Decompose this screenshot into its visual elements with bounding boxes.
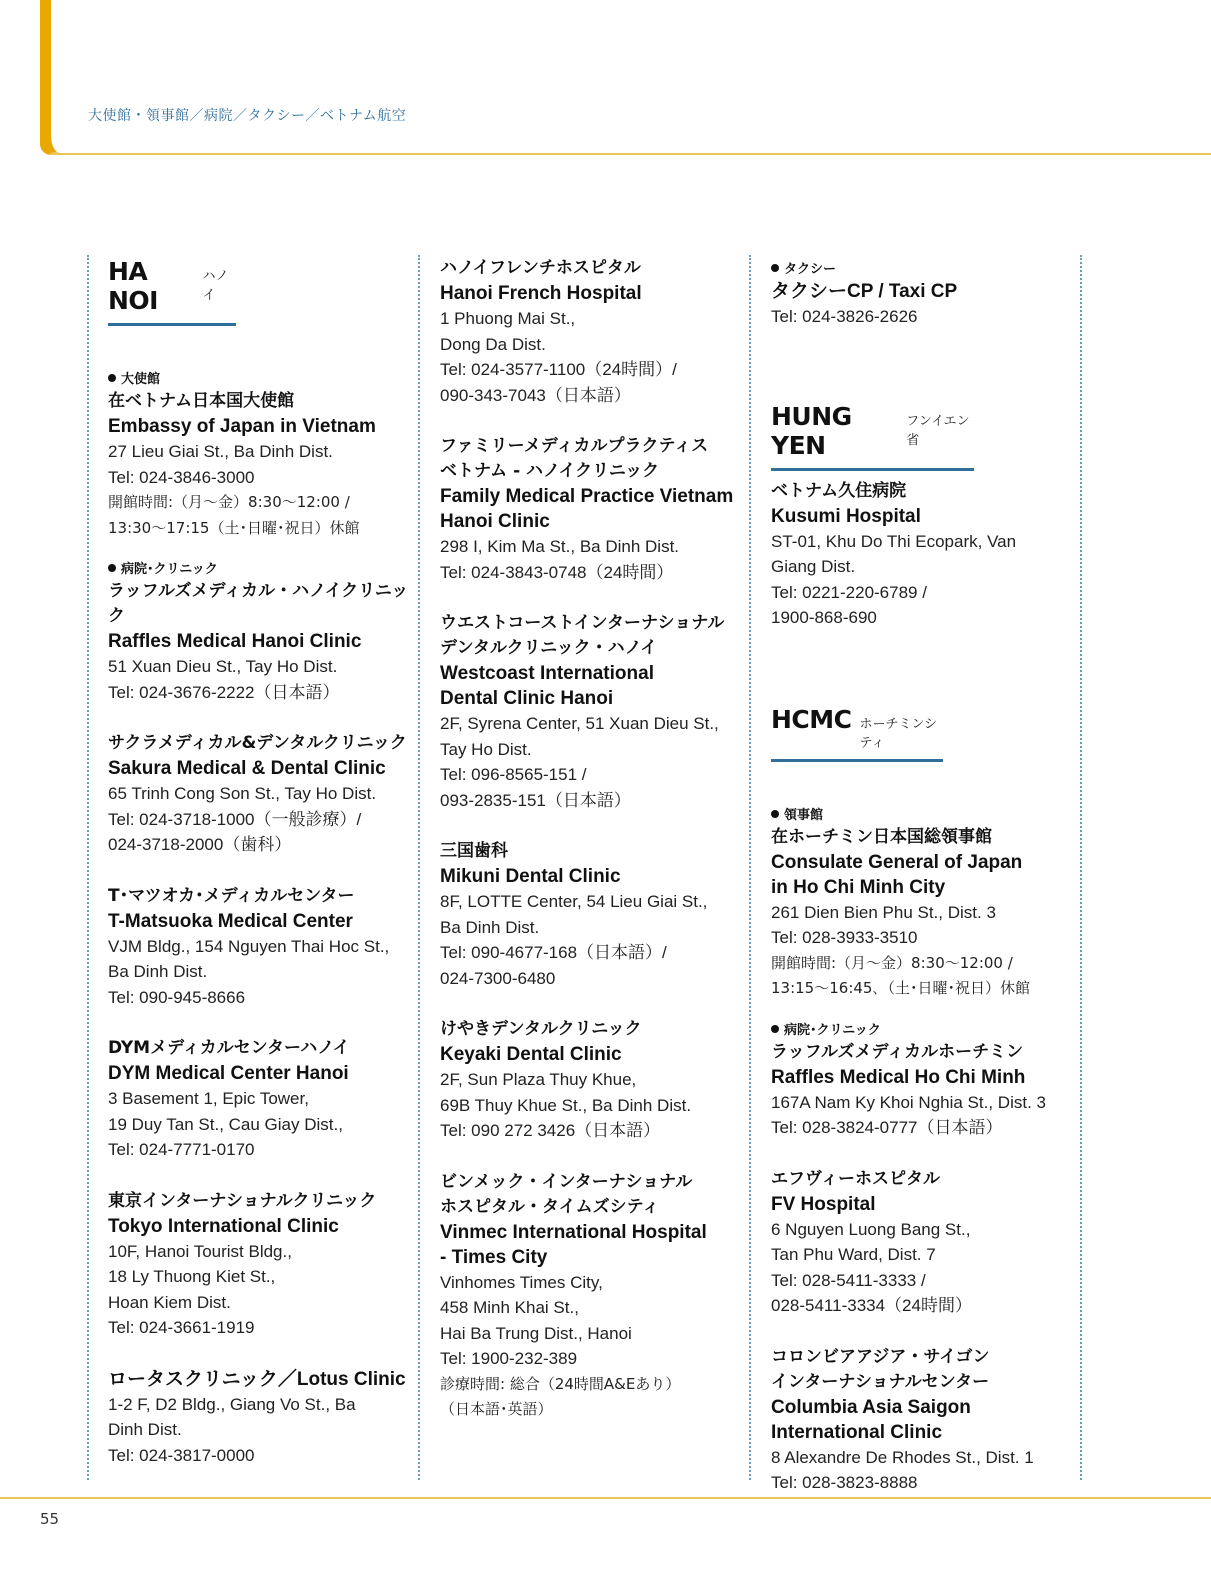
entry-tel: Tel: 024-3676-2222（日本語） (108, 682, 340, 702)
entry-address: VJM Bldg., 154 Nguyen Thai Hoc St., (108, 936, 390, 956)
entry-address: Tay Ho Dist. (440, 739, 532, 759)
entry-tel: Tel: 090-4677-168（日本語）/ (440, 943, 667, 962)
entry-hours: 診療時間: 総合（24時間A&Eあり） (440, 1374, 681, 1393)
column-divider (749, 255, 751, 1480)
entry-name-en: FV Hospital (771, 1193, 876, 1215)
entry-address: 298 I, Kim Ma St., Ba Dinh Dist. (440, 537, 680, 556)
category-embassy: 大使館 (108, 368, 413, 387)
entry-tel: Tel: 024-7771-0170 (108, 1140, 255, 1159)
entry-address: Hai Ba Trung Dist., Hanoi (440, 1323, 632, 1343)
entry-vinmec (440, 1170, 745, 1423)
region-heading-hungyen (771, 402, 974, 471)
entry-kusumi (771, 479, 1071, 631)
entry-name-ja: ベトナム久住病院 (771, 480, 907, 501)
entry-address: Ba Dinh Dist. (440, 917, 540, 937)
entry-embassy-japan (108, 389, 413, 541)
entry-hours: （日本語･英語） (440, 1400, 553, 1418)
entry-tel: Tel: 096-8565-151 / (440, 765, 587, 784)
entry-taxi-cp (771, 279, 1071, 330)
entry-tel: Tel: 024-3817-0000 (108, 1445, 255, 1465)
entry-name-ja: ラッフルズメディカルホーチミン (771, 1041, 1024, 1062)
entry-address: 10F, Hanoi Tourist Bldg., (108, 1241, 292, 1261)
entry-tel: 024-3718-2000（歯科） (108, 835, 292, 854)
entry-name-ja: 東京インターナショナルクリニック (108, 1190, 377, 1211)
entry-name-en: Embassy of Japan in Vietnam (108, 416, 376, 437)
entry-name-en: Raffles Medical Ho Chi Minh (771, 1066, 1026, 1088)
bullet-icon (771, 1025, 779, 1033)
column-divider (1080, 255, 1082, 1480)
category-clinic: 病院･クリニック (108, 558, 413, 577)
entry-name-en: Kusumi Hospital (771, 505, 921, 527)
entry-address: Ba Dinh Dist. (108, 962, 208, 981)
region-title-en: HCMC (771, 704, 852, 734)
entry-dym (108, 1036, 413, 1163)
column-divider (418, 255, 420, 1480)
entry-name-ja: ベトナム - ハノイクリニック (440, 461, 660, 481)
entry-name-ja: ラッフルズメディカル・ハノイクリニック (108, 581, 409, 626)
entry-mikuni (440, 839, 745, 991)
entry-name: タクシーCP / Taxi CP (771, 281, 958, 302)
entry-address: ST-01, Khu Do Thi Ecopark, Van (771, 531, 1017, 551)
breadcrumb: 大使館・領事館／病院／タクシー／ベトナム航空 (88, 108, 407, 124)
entry-address: 51 Xuan Dieu St., Tay Ho Dist. (108, 657, 338, 676)
entry-tel: Tel: 090 272 3426（日本語） (440, 1121, 661, 1140)
entry-address: 3 Basement 1, Epic Tower, (108, 1089, 309, 1108)
entry-name-ja: ホスピタル・タイムズシティ (440, 1196, 660, 1217)
bullet-icon (108, 374, 116, 382)
entry-address: 261 Dien Bien Phu St., Dist. 3 (771, 902, 996, 922)
entry-tokyo-international (108, 1189, 413, 1341)
entry-lotus (108, 1367, 413, 1469)
entry-address: 1-2 F, D2 Bldg., Giang Vo St., Ba (108, 1394, 356, 1414)
entry-name-ja: けやきデンタルクリニック (440, 1019, 642, 1039)
entry-raffles-hanoi (108, 579, 413, 705)
entry-name-en: Family Medical Practice Vietnam (440, 486, 734, 507)
header-rule (50, 153, 1211, 155)
entry-tel: Tel: 024-3661-1919 (108, 1318, 255, 1337)
region-title-ja: ハノイ (202, 269, 229, 303)
bullet-icon (108, 564, 116, 572)
entry-address: Giang Dist. (771, 557, 856, 576)
entry-name-ja: コロンビアアジア・サイゴン (771, 1346, 990, 1367)
entry-name-en: Sakura Medical & Dental Clinic (108, 758, 386, 779)
entry-address: Tan Phu Ward, Dist. 7 (771, 1245, 936, 1264)
entry-address: 8F, LOTTE Center, 54 Lieu Giai St., (440, 892, 708, 911)
entry-consulate-hcmc (771, 825, 1071, 1002)
bullet-icon (771, 264, 779, 272)
entry-address: Hoan Kiem Dist. (108, 1292, 231, 1312)
entry-name-en: Consulate General of Japan (771, 851, 1023, 873)
entry-address: 69B Thuy Khue St., Ba Dinh Dist. (440, 1095, 692, 1115)
entry-name-en: - Times City (440, 1246, 548, 1268)
entry-name-en: Hanoi Clinic (440, 511, 550, 532)
entry-tel: Tel: 024-3577-1100（24時間）/ (440, 360, 677, 379)
entry-name-en: Tokyo International Clinic (108, 1215, 339, 1237)
entry-address: 6 Nguyen Luong Bang St., (771, 1219, 971, 1239)
entry-raffles-hcmc (771, 1040, 1071, 1141)
entry-address: 65 Trinh Cong Son St., Tay Ho Dist. (108, 784, 377, 803)
column-taxi-hungyen-hcmc (771, 255, 1071, 1496)
entry-tel: Tel: 028-5411-3333 / (771, 1270, 926, 1290)
column-divider (87, 255, 89, 1480)
entry-tel: Tel: 024-3843-0748（24時間） (440, 562, 674, 582)
entry-name-ja: インターナショナルセンター (771, 1371, 990, 1392)
entry-tel: 093-2835-151（日本語） (440, 790, 631, 810)
entry-hours: 13:15〜16:45､（土･日曜･祝日）休館 (771, 979, 1030, 997)
entry-address: 27 Lieu Giai St., Ba Dinh Dist. (108, 442, 333, 461)
entry-name: ロータスクリニック／Lotus Clinic (108, 1368, 406, 1390)
entry-hanoi-french-hospital (440, 256, 745, 408)
page-number: 55 (40, 1510, 60, 1528)
entry-name-en: Dental Clinic Hanoi (440, 688, 614, 709)
entry-name-ja: T･マツオカ･メディカルセンター (108, 885, 355, 906)
entry-tel: 028-5411-3334（24時間） (771, 1296, 972, 1315)
column-hanoi-continued (440, 255, 745, 1423)
entry-address: 167A Nam Ky Khoi Nghia St., Dist. 3 (771, 1092, 1046, 1112)
entry-tel: Tel: 028-3823-8888 (771, 1473, 918, 1492)
entry-hours: 開館時間:（月〜金）8:30〜12:00 / (771, 953, 1013, 972)
entry-address: Dong Da Dist. (440, 334, 546, 354)
entry-name-ja: ハノイフレンチホスピタル (440, 258, 641, 278)
entry-name-en: Westcoast International (440, 663, 654, 684)
entry-name-en: Mikuni Dental Clinic (440, 866, 621, 887)
region-title-ja: フンイエン省 (906, 413, 970, 448)
entry-tel: Tel: 024-3846-3000 (108, 467, 255, 487)
bullet-icon (771, 810, 779, 818)
category-taxi: タクシー (771, 258, 1071, 277)
entry-fv-hospital (771, 1167, 1071, 1319)
region-title-ja: ホーチミンシティ (859, 716, 938, 751)
entry-address: 8 Alexandre De Rhodes St., Dist. 1 (771, 1447, 1034, 1467)
entry-tel: 1900-868-690 (771, 608, 877, 627)
entry-address: Dinh Dist. (108, 1420, 182, 1439)
entry-name-ja: 在ベトナム日本国大使館 (108, 391, 295, 411)
entry-address: 19 Duy Tan St., Cau Giay Dist., (108, 1114, 343, 1134)
entry-name-en: Hanoi French Hospital (440, 283, 642, 304)
entry-name-ja: エフヴィーホスピタル (771, 1168, 940, 1189)
entry-westcoast (440, 611, 745, 813)
entry-name-en: Raffles Medical Hanoi Clinic (108, 631, 362, 652)
column-hanoi (108, 255, 413, 1468)
entry-address: Vinhomes Times City, (440, 1272, 603, 1292)
entry-name-en: Columbia Asia Saigon (771, 1396, 971, 1418)
entry-tel: 024-7300-6480 (440, 968, 556, 988)
entry-name-ja: ファミリーメディカルプラクティス (440, 436, 709, 456)
entry-hours: 開館時間:（月〜金）8:30〜12:00 / (108, 493, 350, 511)
entry-name-ja: 三国歯科 (440, 841, 508, 861)
entry-name-ja: ウエストコーストインターナショナル (440, 613, 725, 633)
entry-name-en: Vinmec International Hospital (440, 1221, 707, 1243)
entry-name-ja: デンタルクリニック・ハノイ (440, 638, 658, 658)
entry-tel: Tel: 028-3824-0777（日本語） (771, 1118, 1003, 1137)
entry-name-ja: サクラメディカル&デンタルクリニック (108, 733, 407, 753)
region-heading-hcmc (771, 705, 943, 762)
entry-name-en: International Clinic (771, 1421, 943, 1443)
entry-name-ja: DYMメディカルセンターハノイ (108, 1038, 350, 1058)
region-heading-hanoi (108, 257, 236, 326)
entry-tel: Tel: 090-945-8666 (108, 987, 246, 1007)
entry-tel: Tel: 028-3933-3510 (771, 928, 918, 947)
entry-tel: 090-343-7043（日本語） (440, 385, 631, 405)
entry-name-en: in Ho Chi Minh City (771, 876, 946, 898)
entry-name-en: DYM Medical Center Hanoi (108, 1063, 349, 1084)
category-consulate: 領事館 (771, 804, 1071, 823)
entry-keyaki (440, 1017, 745, 1144)
entry-address: 2F, Sun Plaza Thuy Khue, (440, 1070, 637, 1089)
entry-columbia-asia (771, 1345, 1071, 1496)
entry-tel: Tel: 024-3826-2626 (771, 307, 918, 326)
entry-name-ja: ビンメック・インターナショナル (440, 1171, 693, 1192)
entry-address: 18 Ly Thuong Kiet St., (108, 1267, 276, 1286)
entry-t-matsuoka (108, 884, 413, 1011)
category-clinic: 病院･クリニック (771, 1019, 1071, 1038)
entry-name-en: T-Matsuoka Medical Center (108, 910, 353, 932)
entry-address: 2F, Syrena Center, 51 Xuan Dieu St., (440, 714, 719, 733)
entry-tel: Tel: 1900-232-389 (440, 1349, 578, 1368)
entry-address: 1 Phuong Mai St., (440, 309, 576, 328)
entry-name-en: Keyaki Dental Clinic (440, 1044, 622, 1065)
entry-tel: Tel: 024-3718-1000（一般診療）/ (108, 809, 362, 829)
region-title-en: HUNG YEN (771, 401, 852, 460)
entry-address: 458 Minh Khai St., (440, 1298, 579, 1317)
entry-hours: 13:30〜17:15（土･日曜･祝日）休館 (108, 518, 360, 537)
footer-rule (0, 1497, 1211, 1499)
region-title-en: HA NOI (108, 257, 158, 315)
entry-tel: Tel: 0221-220-6789 / (771, 582, 927, 602)
entry-name-ja: 在ホーチミン日本国総領事館 (771, 826, 992, 847)
entry-family-medical (440, 434, 745, 585)
entry-sakura (108, 731, 413, 858)
